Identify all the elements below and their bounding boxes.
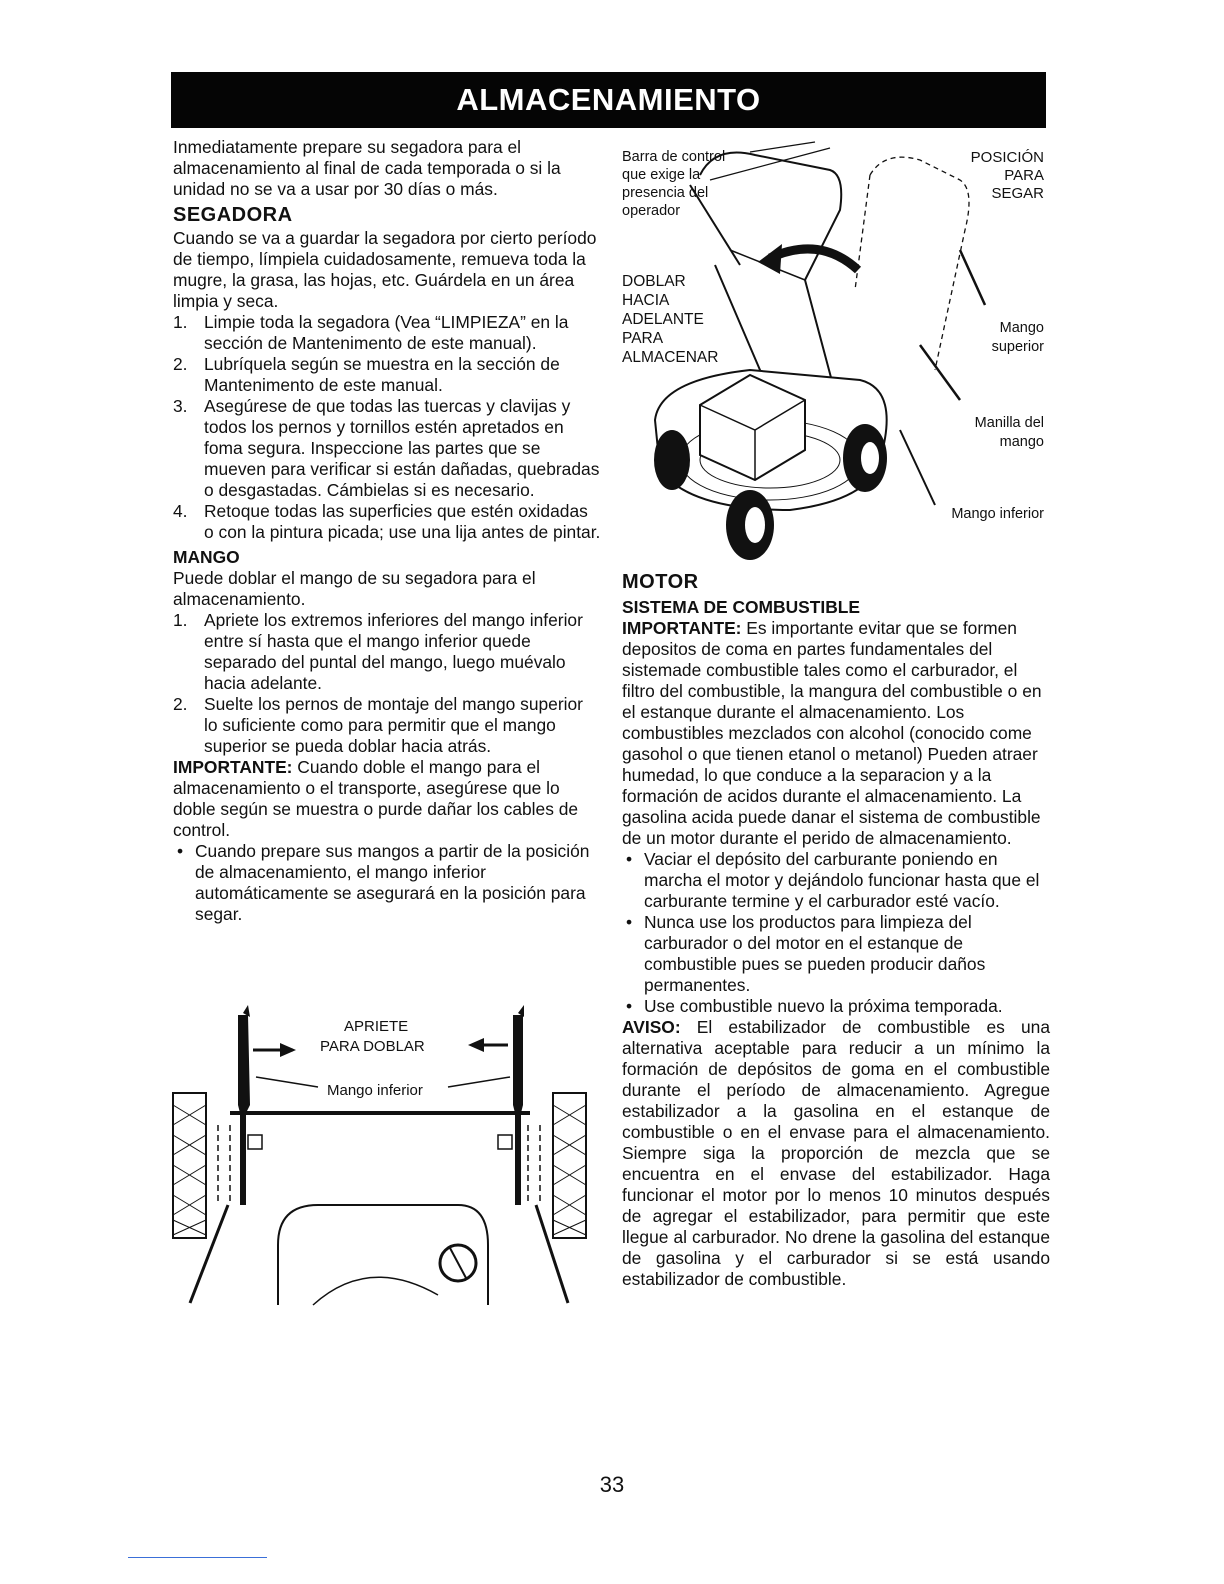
segadora-intro: Cuando se va a guardar la segadora por cierto período de tiempo, límpiela cuidadosamente, remueva toda la mugre, la grasa, las hojas, etc. Guárdela en un área limpia y seca. (173, 228, 597, 311)
doblar-label-2: HACIA (622, 292, 670, 309)
para-doblar-label: PARA DOBLAR (320, 1038, 425, 1055)
barra-label-1: Barra de control (622, 149, 726, 165)
mango-superior-label-1: Mango (999, 320, 1044, 336)
mango-important: IMPORTANTE: Cuando doble el mango para el almacenamiento o el transporte, asegúrese que lo doble según se muestra o purde dañar los cables de control. (173, 757, 579, 840)
doblar-label-3: ADELANTE (622, 311, 704, 328)
mango-heading: MANGO (173, 547, 240, 567)
segadora-heading: SEGADORA (173, 204, 293, 226)
doblar-label-1: DOBLAR (622, 273, 686, 290)
manilla-label-1: Manilla del (974, 415, 1044, 431)
list-item: 2. Suelte los pernos de montaje del mango superior lo suficiente como para permitir que el mango superior se pueda doblar hacia atrás. (173, 694, 583, 756)
left-column (173, 137, 601, 925)
mango-intro: Puede doblar el mango de su segadora para el almacenamiento. (173, 568, 536, 609)
doblar-label-4: PARA (622, 330, 664, 347)
list-item: 2. Lubríquela según se muestra en la sección de Mantenimento de este manual. (173, 354, 560, 395)
list-item: 1. Limpie toda la segadora (Vea “LIMPIEZA” en la sección de Mantenimento de este manual). (173, 312, 569, 353)
list-item: 3. Asegúrese de que todas las tuercas y clavijas y todos los pernos y tornillos estén apretados en foma segura. Inspeccione las partes que se mueven para verificar si están dañadas, quebradas o desgastadas. Cámbielas si es necesario. (173, 396, 600, 500)
section-banner: ALMACENAMIENTO (171, 72, 1046, 128)
barra-label-3: presencia del (622, 185, 709, 201)
list-item: • Nunca use los productos para limpieza del carburador o del motor en el estanque de combustible pues se pueden producir daños permanentes. (626, 912, 986, 995)
aviso-paragraph: AVISO: El estabilizador de combustible es una alternativa aceptable para reducir a un mínimo la formación de depósitos de goma en el combustible durante el período de almacenamiento. Agregue estabilizador a la gasolina en el estanque de combustible o en el envase para el almacenamiento. Siempre siga la proporción de mezcla que se encuentra en el envase del estabilizador. Haga funcionar el motor por lo menos 10 minutos después de agregar el estabilizador, para permitir que este llegue al carburador. No drene la gasolina del estanque de gasolina y el carburador si se está usando estabilizador de combustible. (622, 1017, 1050, 1289)
mango-inferior-label-bottom: Mango inferior (327, 1082, 423, 1099)
list-item: • Vaciar el depósito del carburante poniendo en marcha el motor y dejándolo funcionar hasta que el carburante termine y el carburador esté vacío. (626, 849, 1040, 911)
motor-bullets (622, 849, 1050, 1017)
page-number: 33 (599, 1472, 625, 1497)
posicion-label-2: PARA (1004, 167, 1044, 184)
barra-label-4: operador (622, 203, 681, 219)
mango-steps (173, 610, 601, 757)
posicion-label-3: SEGAR (991, 185, 1044, 202)
importante-paragraph: IMPORTANTE: Es importante evitar que se formen depositos de coma en partes fundamentales del sistemade combustible tales como el carburador, el filtro del combustible, la mangura del combustible o en el estanque durante el almacenamiento. Los combustibles mezclados con alcohol (conocido come gasohol o que tienen etanol o metanol) Pueden atraer humedad, lo que conduce a la separacion y a la formación de acidos durante el almacenamiento. La gasolina acida puede danar el sistema de combustible de un motor durante el perido de almacenamiento. (622, 618, 1042, 848)
posicion-label-1: POSICIÓN (970, 149, 1044, 166)
motor-heading: MOTOR (622, 571, 699, 593)
list-item: • Cuando prepare sus mangos a partir de la posición de almacenamiento, el mango inferior automáticamente se asegurará en la posición para segar. (177, 841, 590, 924)
list-item: 1. Apriete los extremos inferiores del mango inferior entre sí hasta que el mango inferior quede separado del puntal del mango, luego muévalo hacia adelante. (173, 610, 583, 693)
barra-label-2: que exige la (622, 167, 701, 183)
list-item: 4. Retoque todas las superficies que estén oxidadas o con la pintura picada; use una lija antes de pintar. (173, 501, 601, 542)
manilla-label-2: mango (999, 434, 1044, 450)
sistema-heading: SISTEMA DE COMBUSTIBLE (622, 597, 860, 617)
segadora-steps (173, 312, 601, 543)
mango-inferior-label-top: Mango inferior (951, 506, 1044, 522)
apriete-label: APRIETE (344, 1018, 409, 1035)
footer-rule (128, 1557, 267, 1558)
mango-superior-label-2: superior (991, 339, 1044, 355)
intro-paragraph: Inmediatamente prepare su segadora para el almacenamiento al final de cada temporada o si la unidad no se va a usar por 30 días o más. (173, 137, 561, 199)
right-column (622, 567, 1050, 1290)
doblar-label-5: ALMACENAR (622, 349, 719, 366)
mango-bullets (173, 841, 601, 925)
list-item: • Use combustible nuevo la próxima temporada. (626, 996, 1003, 1016)
